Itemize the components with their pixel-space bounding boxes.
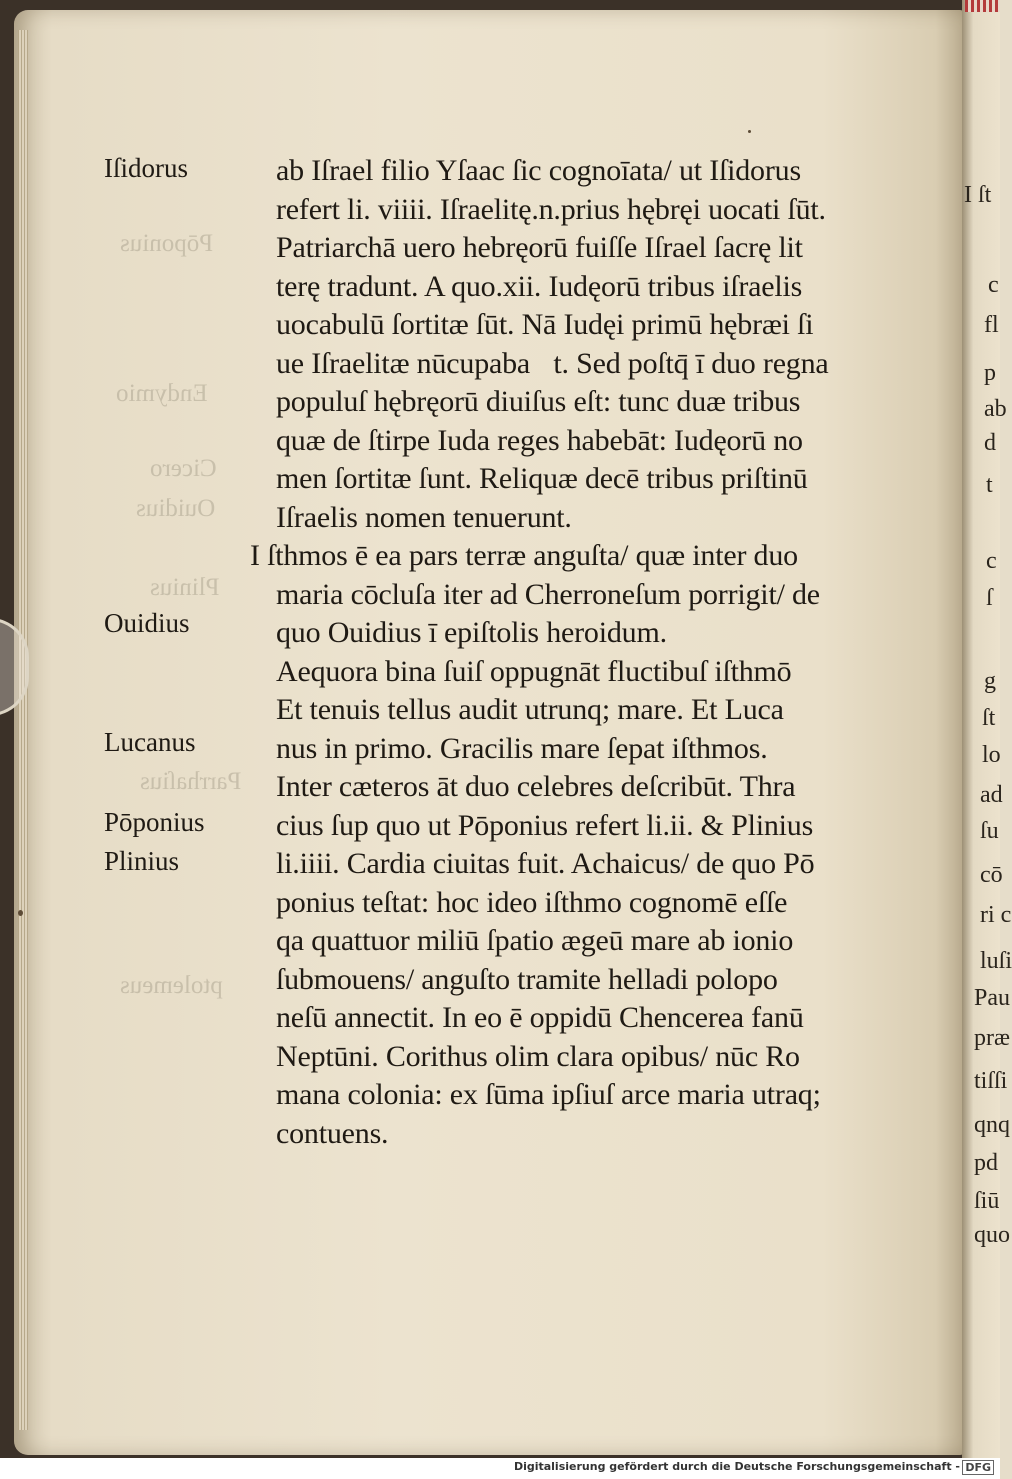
facing-page-fragment: qnq (974, 1112, 1010, 1138)
facing-page-fragment: t (986, 472, 993, 498)
spine-binding (965, 0, 1000, 12)
facing-page-fragment: fl (984, 312, 999, 338)
dfg-logo: DFG (962, 1460, 994, 1475)
facing-page-fragment: luſi (980, 948, 1012, 974)
text-line: men ſortitæ ſunt. Reliquæ decē tribus priſtinū (276, 462, 808, 495)
main-text-block (250, 152, 880, 1153)
margin-note-poponius: Pōponius (104, 807, 205, 837)
bleed-through-text: Plinius (150, 574, 220, 601)
facing-page-fragment: ab (984, 396, 1007, 422)
facing-page-fragment: præ (974, 1025, 1010, 1051)
text-line: Aequora bina ſuiſ oppugnāt fluctibuſ iſthmō (276, 654, 792, 688)
facing-page-fragment: c (988, 272, 999, 298)
text-line: ponius teſtat: hoc ideo iſthmo cognomē eſſe (276, 885, 788, 919)
text-line: quæ de ſtirpe Iuda reges habebāt: Iudęorū no (276, 423, 803, 457)
text-line: terę tradunt. A quo.xii. Iudęorū tribus iſraelis (276, 269, 803, 303)
bleed-through-text: Cicero (150, 455, 217, 482)
text-line: nus in primo. Gracilis mare ſepat iſthmos. (276, 731, 768, 765)
text-line: ab Iſrael filio Yſaac ſic cognoīata/ ut Iſidorus (276, 154, 801, 187)
page-edge-stack (18, 30, 28, 1430)
bleed-through-text: ptolemeus (120, 972, 223, 999)
footer-credit: Digitalisierung gefördert durch die Deutsche Forschungsgemeinschaft - (513, 1460, 960, 1473)
margin-note-isidorus: Iſidorus (104, 153, 188, 183)
text-line: ſubmouens/ anguſto tramite helladi polopo (276, 962, 778, 996)
text-line: quo Ouidius ī epiſtolis heroidum. (276, 616, 667, 649)
facing-page-fragment: ſu (980, 818, 999, 844)
text-line: mana colonia: ex ſūma ipſiuſ arce maria utraq; (276, 1078, 821, 1111)
text-line: Neptūni. Corithus olim clara opibus/ nūc Ro (276, 1039, 800, 1073)
margin-note-plinius: Plinius (104, 846, 180, 876)
bleed-through-text: Endymio (116, 380, 208, 407)
margin-note-ouidius: Ouidius (104, 608, 190, 638)
text-line: ue Iſraelitæ nūcupabaᷣt. Sed poſtq̄ ī duo regna (276, 346, 829, 380)
text-line: Patriarchā uero hebręorū fuiſſe Iſrael ſacrę lit (276, 231, 803, 264)
facing-page-fragment: ri c (980, 902, 1012, 928)
facing-page-fragment: d (984, 430, 996, 456)
facing-page-fragment: ſ (986, 585, 993, 611)
bleed-through-text: Ouidius (136, 495, 216, 522)
facing-page-fragment: lo (982, 742, 1001, 768)
facing-page-fragment: pd (974, 1150, 998, 1176)
facing-page-fragment: c (986, 548, 997, 574)
margin-note-lucanus: Lucanus (104, 727, 196, 757)
text-line: populuſ hębręorū diuiſus eſt: tunc duæ tribus (276, 385, 801, 418)
facing-page-fragment: ſiū (974, 1188, 1000, 1214)
text-line: Inter cæteros āt duo celebres deſcribūt. Thra (276, 770, 796, 803)
text-line: uocabulū ſortitæ ſūt. Nā Iudęi primū hębræi ſi (276, 308, 814, 341)
text-line: Iſraelis nomen tenuerunt. (276, 500, 572, 534)
facing-page-fragment: Pau (974, 985, 1010, 1011)
text-line: maria cōcluſa iter ad Cherroneſum porrigit/ de (276, 577, 820, 611)
bleed-through-text: Pōponius (120, 230, 214, 257)
facing-page-fragment: ſt (982, 705, 996, 731)
text-line: cius ſup quo ut Pōponius refert li.ii. & Plinius (276, 808, 814, 842)
wormhole-speck (748, 130, 751, 133)
text-line: refert li. viiii. Iſraelitę.n.prius hębręi uocati ſūt. (276, 192, 826, 226)
facing-page-fragment: ad (980, 782, 1003, 808)
facing-page-fragment: g (984, 668, 996, 694)
footer-bar (0, 1458, 1000, 1479)
bleed-through-text: Parrhaſius (140, 768, 242, 795)
facing-page-fragment: quo (974, 1222, 1010, 1248)
facing-page-fragment: p (984, 360, 996, 386)
facing-page-fragment: I ſt (964, 182, 992, 208)
text-line: contuens. (276, 1116, 389, 1150)
text-line: Et tenuis tellus audit utrunq; mare. Et Luca (276, 693, 784, 726)
text-line: I ſthmos ē ea pars terræ anguſta/ quæ inter duo (250, 539, 798, 572)
facing-page-fragment: cō (980, 862, 1003, 888)
wormhole-speck (18, 910, 23, 916)
text-line: li.iiii. Cardia ciuitas fuit. Achaicus/ de quo Pō (276, 847, 815, 880)
facing-page-fragment: tiſſi (974, 1068, 1008, 1094)
text-line: qa quattuor miliū ſpatio ægeū mare ab ionio (276, 924, 794, 957)
text-line: neſū annectit. In eo ē oppidū Chencerea fanū (276, 1001, 804, 1034)
